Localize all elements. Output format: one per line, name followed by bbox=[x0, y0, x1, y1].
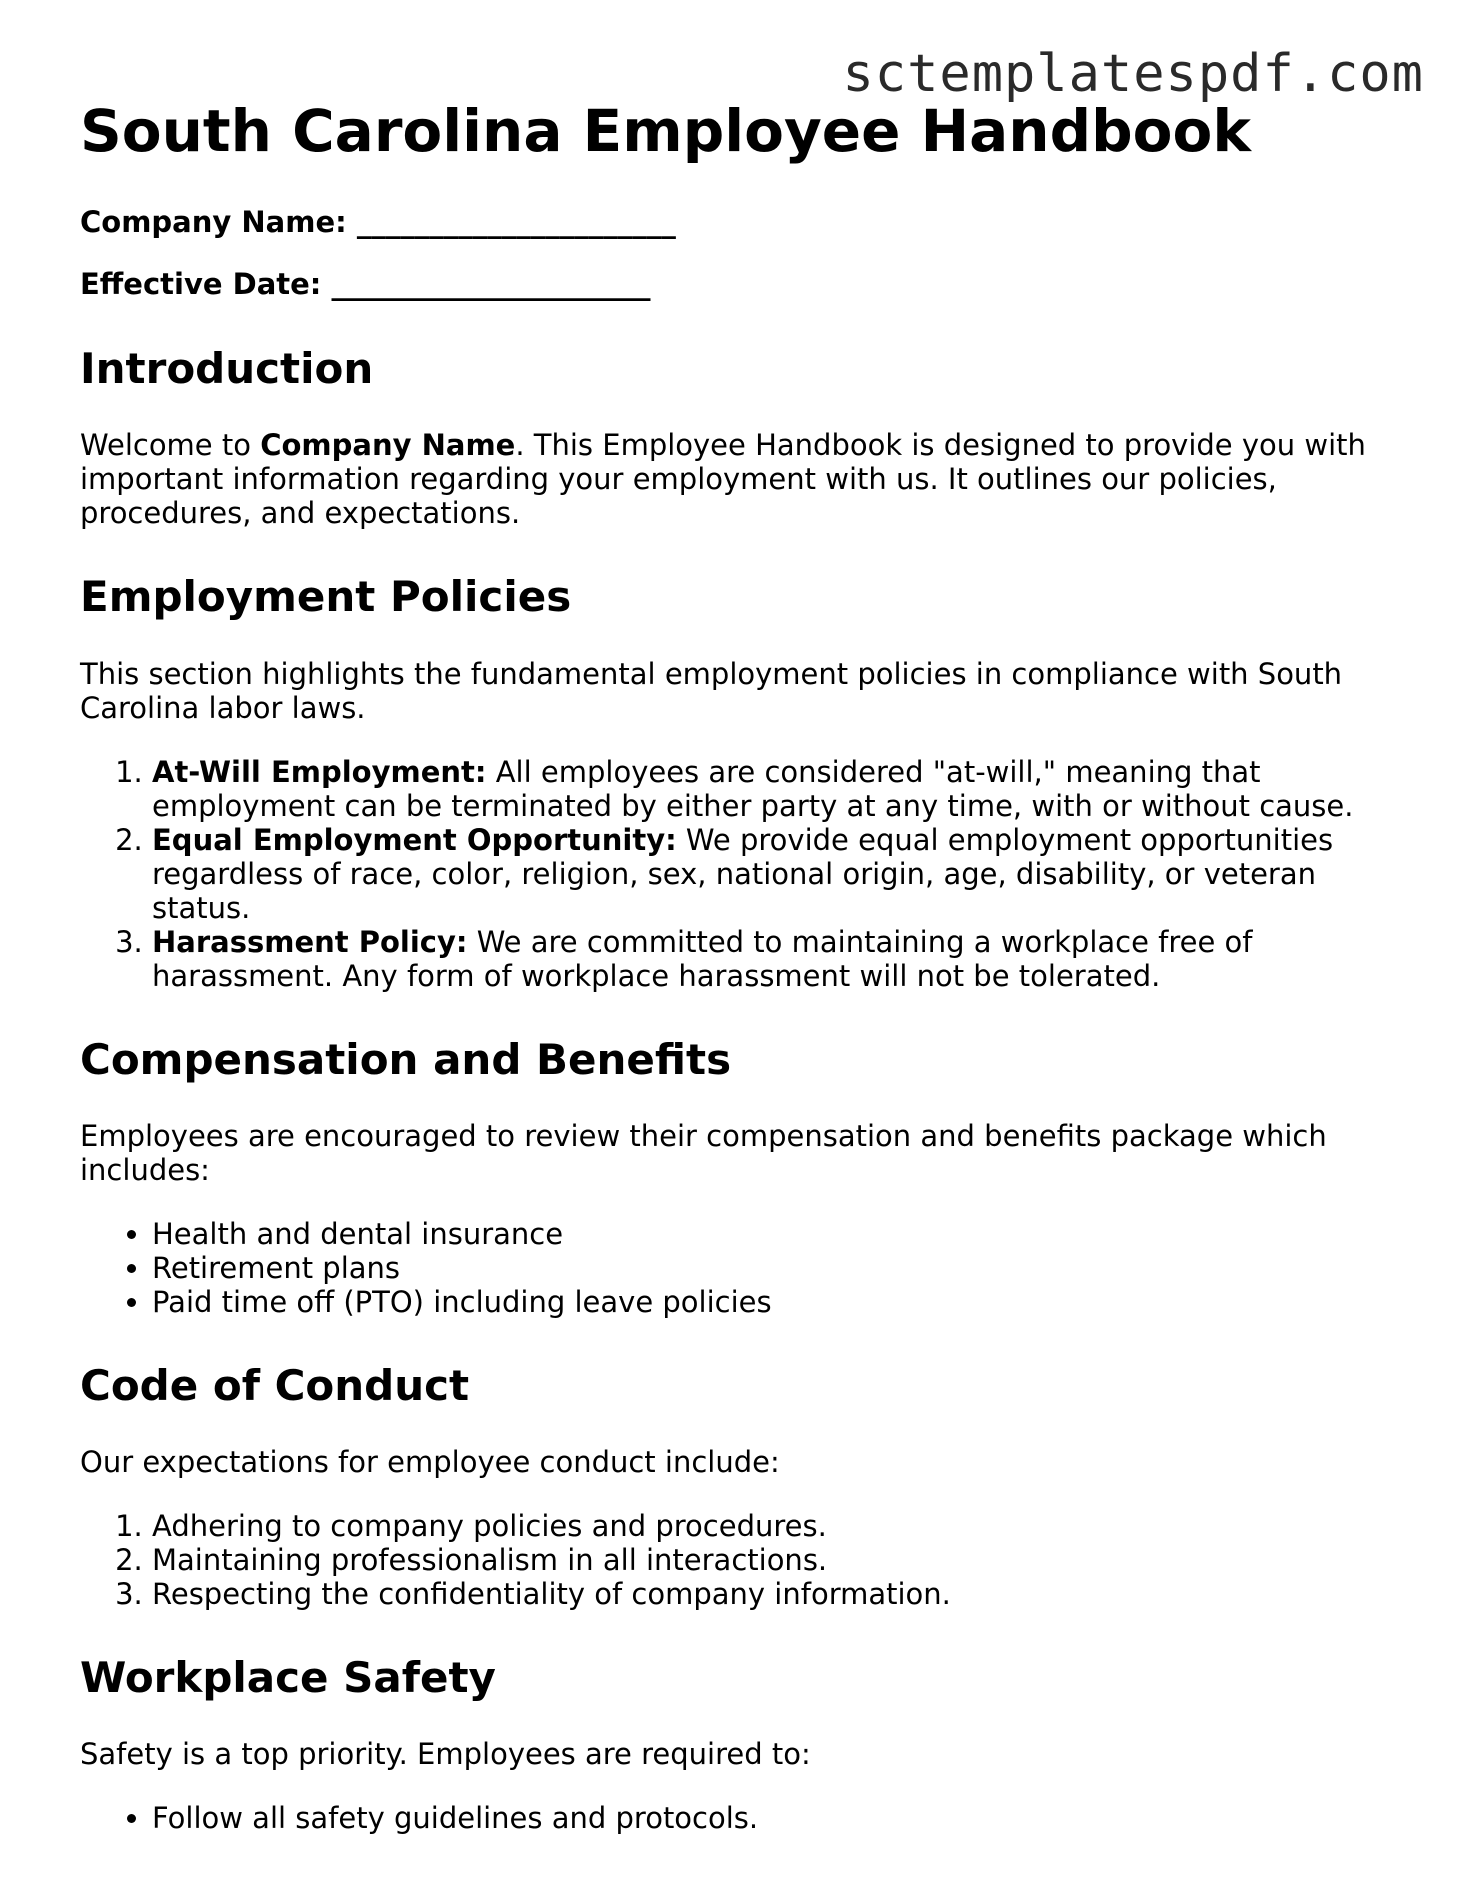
employment-policies-section bbox=[80, 574, 1380, 992]
list-item: • Paid time off (PTO) including leave policies bbox=[152, 1285, 1380, 1319]
policy-label: At-Will Employment: bbox=[152, 754, 487, 789]
compensation-heading: Compensation and Benefits bbox=[80, 1034, 732, 1084]
policy-text: We provide equal employment opportunities regardless of race, color, religion, sex, national origin, age, disability, or veteran status. bbox=[152, 822, 1334, 925]
conduct-section bbox=[80, 1360, 1380, 1612]
employment-policies-heading: Employment Policies bbox=[80, 572, 572, 622]
list-item: 1. Adhering to company policies and procedures. bbox=[152, 1509, 1380, 1543]
list-item bbox=[152, 755, 1380, 823]
policy-label: Equal Employment Opportunity: bbox=[152, 822, 677, 857]
conduct-heading: Code of Conduct bbox=[80, 1360, 470, 1410]
site-watermark: sctemplatespdf.com bbox=[842, 44, 1424, 104]
list-item: 3. Respecting the confidentiality of company information. bbox=[152, 1577, 1380, 1611]
employment-policies-intro: This section highlights the fundamental employment policies in compliance with South Carolina labor laws. bbox=[80, 656, 1343, 725]
list-item bbox=[152, 925, 1380, 993]
conduct-list bbox=[80, 1509, 1380, 1611]
intro-company-name: Company Name bbox=[260, 428, 516, 463]
safety-intro: Safety is a top priority. Employees are required to: bbox=[80, 1737, 811, 1772]
conduct-intro: Our expectations for employee conduct include: bbox=[80, 1445, 780, 1480]
handbook-document bbox=[80, 97, 1380, 1865]
introduction-paragraph bbox=[80, 428, 1380, 530]
document-title: South Carolina Employee Handbook bbox=[80, 97, 1251, 165]
effective-date-field: Effective Date: ______________________ bbox=[80, 267, 651, 302]
intro-text-after: . This Employee Handbook is designed to provide you with important information regarding your employment with us. It outlines our policies, procedures, and expectations. bbox=[80, 428, 1366, 531]
safety-list bbox=[80, 1801, 1380, 1835]
list-item bbox=[152, 823, 1380, 925]
compensation-list bbox=[80, 1217, 1380, 1319]
employment-policies-list bbox=[80, 755, 1380, 993]
introduction-section bbox=[80, 346, 1380, 530]
safety-section bbox=[80, 1655, 1380, 1835]
intro-text-before: Welcome to bbox=[80, 428, 261, 463]
list-item: 2. Maintaining professionalism in all interactions. bbox=[152, 1543, 1380, 1577]
introduction-heading: Introduction bbox=[80, 344, 374, 394]
compensation-intro: Employees are encouraged to review their compensation and benefits package which includes: bbox=[80, 1118, 1327, 1187]
list-item: • Follow all safety guidelines and protocols. bbox=[152, 1801, 1380, 1835]
company-name-field: Company Name: ______________________ bbox=[80, 204, 676, 239]
list-item: • Retirement plans bbox=[152, 1251, 1380, 1285]
safety-heading: Workplace Safety bbox=[80, 1653, 496, 1703]
policy-text: All employees are considered "at-will," meaning that employment can be terminated by either party at any time, with or without cause. bbox=[152, 754, 1354, 823]
policy-label: Harassment Policy: bbox=[152, 924, 468, 959]
compensation-section bbox=[80, 1034, 1380, 1319]
list-item: • Health and dental insurance bbox=[152, 1217, 1380, 1251]
policy-text: We are committed to maintaining a workplace free of harassment. Any form of workplace harassment will not be tolerated. bbox=[152, 924, 1253, 993]
